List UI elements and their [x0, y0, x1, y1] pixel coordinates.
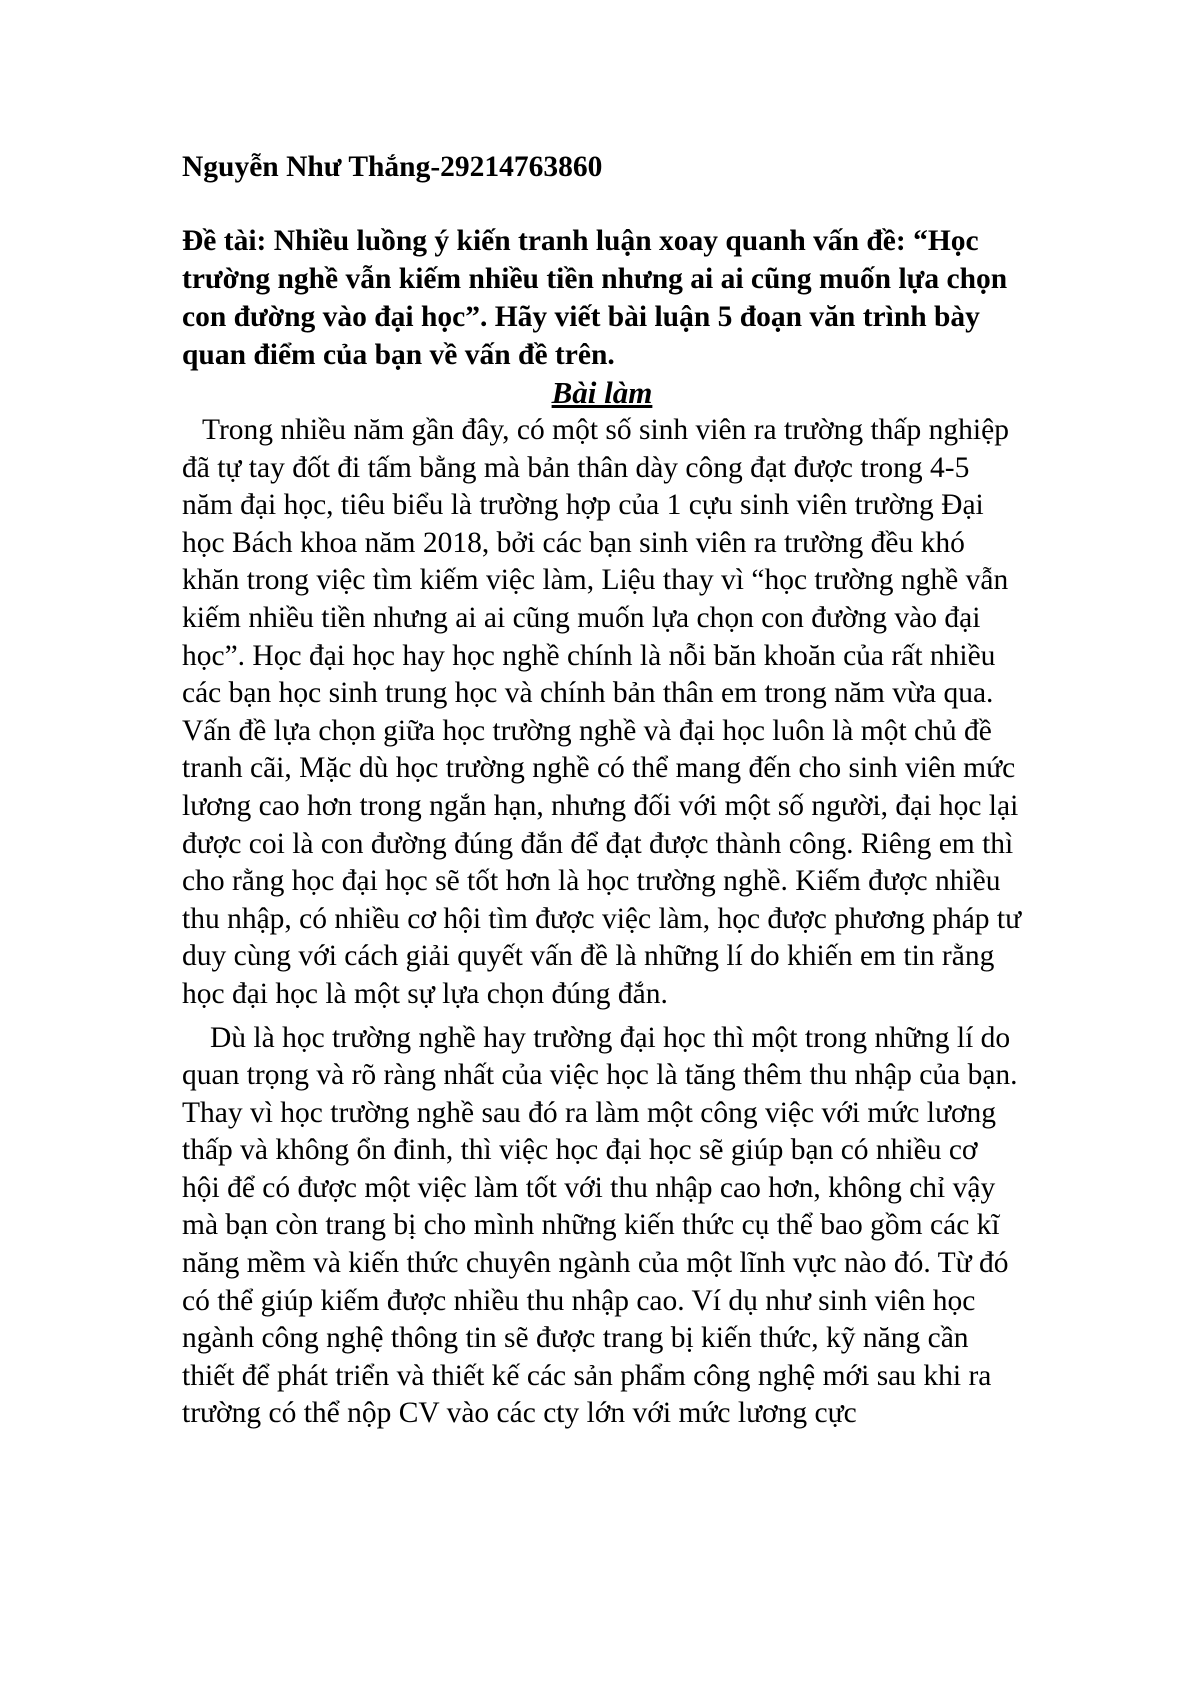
author-line: Nguyễn Như Thắng-29214763860: [182, 151, 603, 183]
essay-paragraph-1: Trong nhiều năm gần đây, có một số sinh viên ra trường thấp nghiệp đã tự tay đốt đi tấm bằng mà bản thân dày công đạt được trong 4-5 năm đại học, tiêu biểu là trường hợp của 1 cựu sinh viên trường Đại học Bách khoa năm 2018, bởi các bạn sinh viên ra trường đều khó khăn trong việc tìm kiếm việc làm, Liệu thay vì “học trường nghề vẫn kiếm nhiều tiền nhưng ai ai cũng muốn lựa chọn con đường vào đại học”. Học đại học hay học nghề chính là nỗi băn khoăn của rất nhiều các bạn học sinh trung học và chính bản thân em trong năm vừa qua. Vấn đề lựa chọn giữa học trường nghề và đại học luôn là một chủ đề tranh cãi, Mặc dù học trường nghề có thể mang đến cho sinh viên mức lương cao hơn trong ngắn hạn, nhưng đối với một số người, đại học lại được coi là con đường đúng đắn để đạt được thành công. Riêng em thì cho rằng học đại học sẽ tốt hơn là học trường nghề. Kiếm được nhiều thu nhập, có nhiều cơ hội tìm được việc làm, học được phương pháp tư duy cùng với cách giải quyết vấn đề là những lí do khiến em tin rằng học đại học là một sự lựa chọn đúng đắn.: [182, 414, 1022, 1010]
essay-body: [182, 412, 1022, 1433]
essay-paragraph-2: Dù là học trường nghề hay trường đại học thì một trong những lí do quan trọng và rõ ràng nhất của việc học là tăng thêm thu nhập của bạn. Thay vì học trường nghề sau đó ra làm một công việc với mức lương thấp và không ổn đinh, thì việc học đại học sẽ giúp bạn có nhiều cơ hội để có được một việc làm tốt với thu nhập cao hơn, không chỉ vậy mà bạn còn trang bị cho mình những kiến thức cụ thể bao gồm các kĩ năng mềm và kiến thức chuyên ngành của một lĩnh vực nào đó. Từ đó có thể giúp kiếm được nhiều thu nhập cao. Ví dụ như sinh viên học ngành công nghệ thông tin sẽ được trang bị kiến thức, kỹ năng cần thiết để phát triển và thiết kế các sản phẩm công nghệ mới sau khi ra trường có thể nộp CV vào các cty lớn với mức lương cực: [182, 1021, 1018, 1430]
essay-topic: Đề tài: Nhiều luồng ý kiến tranh luận xoay quanh vấn đề: “Học trường nghề vẫn kiếm nhiều tiền nhưng ai ai cũng muốn lựa chọn con đường vào đại học”. Hãy viết bài luận 5 đoạn văn trình bày quan điểm của bạn về vấn đề trên.: [182, 225, 1008, 371]
essay-heading: Bài làm: [551, 375, 653, 410]
document-content: [182, 148, 1022, 1439]
